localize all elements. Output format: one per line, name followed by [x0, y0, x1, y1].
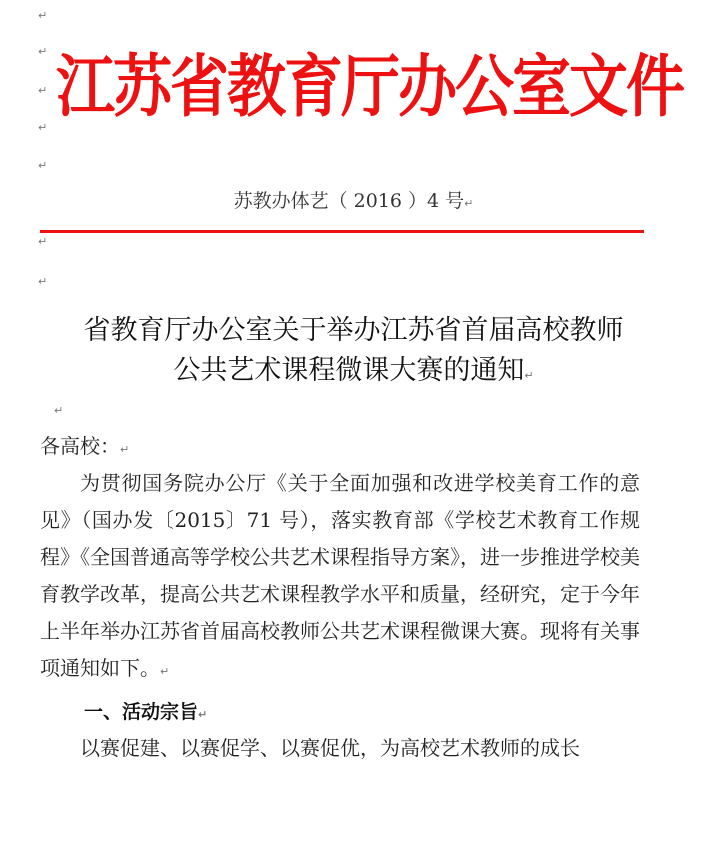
- paragraph-mark: ↵: [38, 45, 48, 58]
- paragraph-mark: ↵: [120, 443, 130, 456]
- paragraph-mark: ↵: [198, 708, 208, 721]
- paragraph-mark: ↵: [38, 235, 48, 248]
- section-heading: [84, 697, 207, 724]
- paragraph-mark: ↵: [38, 275, 48, 288]
- paragraph-mark: ↵: [38, 159, 48, 172]
- paragraph-mark: ↵: [38, 9, 48, 22]
- document-number: [0, 186, 707, 213]
- paragraph-mark: ↵: [38, 84, 48, 97]
- salutation-text: 各高校：: [40, 434, 120, 458]
- intro-paragraph-text: 为贯彻国务院办公厅《关于全面加强和改进学校美育工作的意见》（国办发〔2015〕71 号），落实教育部《学校艺术教育工作规程》《全国普通高等学校公共艺术课程指导方案》，进一步推进学校美育教学改革，提高公共艺术课程教学水平和质量，经研究，定于今年上半年举办江苏省首届高校教师公共艺术课程微课大赛。现将有关事项通知如下。: [40, 471, 640, 680]
- red-divider-rule: [40, 230, 644, 233]
- section-paragraph: 以赛促建、以赛促学、以赛促优，为高校艺术教师的成长: [80, 736, 580, 760]
- document-masthead: 江苏省教育厅办公室文件: [56, 46, 684, 127]
- notice-title-line-2-text: 公共艺术课程微课大赛的通知: [173, 355, 525, 386]
- paragraph-mark: ↵: [38, 121, 48, 134]
- notice-title-line-2: [20, 351, 687, 396]
- paragraph-mark: ↵: [160, 665, 170, 678]
- notice-title-line-1: 省教育厅办公室关于举办江苏省首届高校教师: [83, 315, 624, 346]
- section-heading-text: 一、活动宗旨: [84, 701, 199, 723]
- paragraph-mark: ↵: [524, 369, 534, 382]
- paragraph-mark: ↵: [464, 197, 474, 210]
- document-number-text: 苏教办体艺（ 2016 ）4 号: [233, 190, 465, 212]
- paragraph-mark: ↵: [54, 404, 64, 417]
- intro-paragraph: [40, 465, 640, 690]
- salutation: [40, 428, 129, 468]
